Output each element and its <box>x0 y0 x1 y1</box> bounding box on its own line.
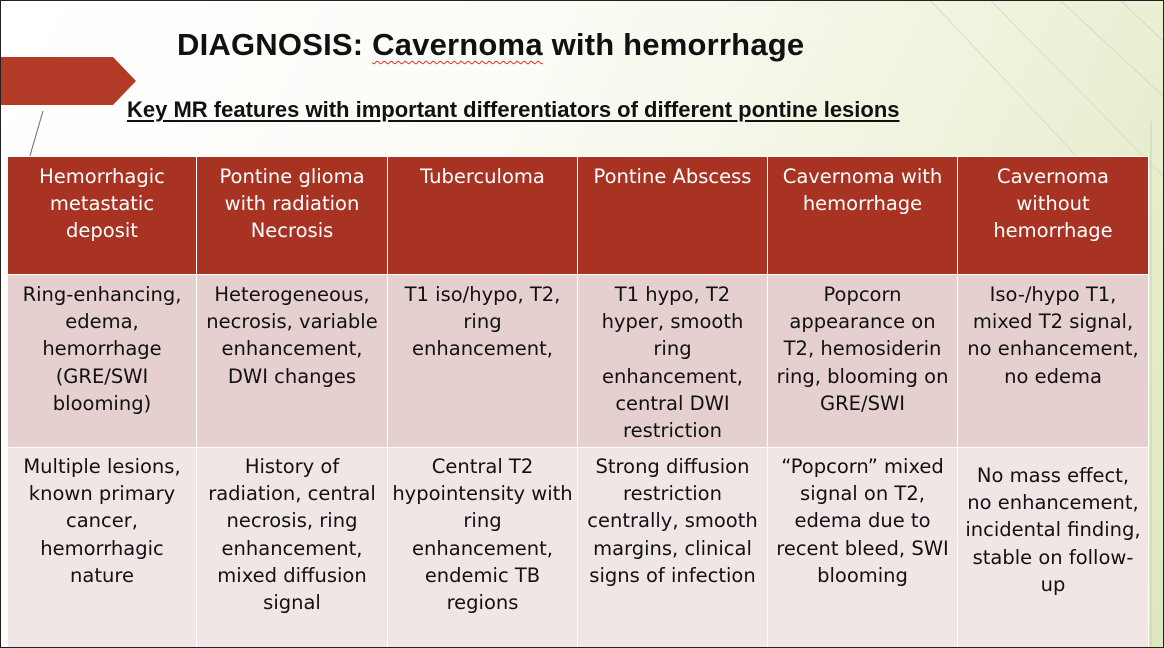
table-cell: Popcorn appearance on T2, hemosiderin ring, blooming on GRE/SWI <box>768 275 958 448</box>
table-cell: Ring-enhancing, edema, hemorrhage (GRE/SWI blooming) <box>8 275 197 448</box>
table-row <box>8 275 1149 448</box>
table-header-row <box>8 157 1149 275</box>
title-highlight: Cavernoma <box>372 27 543 62</box>
table-cell: T1 hypo, T2 hyper, smooth ring enhancement, central DWI restriction <box>578 275 768 448</box>
decor-line <box>1121 1 1163 41</box>
decor-line <box>931 1 1081 161</box>
table-cell: T1 iso/hypo, T2, ring enhancement, <box>388 275 578 448</box>
table-row <box>8 448 1149 648</box>
table-header-cell: Hemorrhagic metastatic deposit <box>8 157 197 275</box>
table-cell: “Popcorn” mixed signal on T2, edema due to recent bleed, SWI blooming <box>768 448 958 648</box>
table-header-cell: Tuberculoma <box>388 157 578 275</box>
title-prefix: DIAGNOSIS: <box>177 27 373 62</box>
arrow-banner <box>1 57 136 105</box>
table-cell: Iso-/hypo T1, mixed T2 signal, no enhancement, no edema <box>958 275 1149 448</box>
decor-line <box>29 111 43 159</box>
slide-subtitle: Key MR features with important differentiators of different pontine lesions <box>127 97 900 122</box>
table-header-cell: Cavernoma without hemorrhage <box>958 157 1149 275</box>
table-header-cell: Pontine glioma with radiation Necrosis <box>197 157 388 275</box>
table-cell: Multiple lesions, known primary cancer, hemorrhagic nature <box>8 448 197 648</box>
table-cell: Heterogeneous, necrosis, variable enhancement, DWI changes <box>197 275 388 448</box>
table-cell: History of radiation, central necrosis, ring enhancement, mixed diffusion signal <box>197 448 388 648</box>
title-suffix: with hemorrhage <box>542 27 805 62</box>
table-cell: Strong diffusion restriction centrally, smooth margins, clinical signs of infection <box>578 448 768 648</box>
table-header-cell: Cavernoma with hemorrhage <box>768 157 958 275</box>
slide-title <box>177 27 804 63</box>
table-cell: Central T2 hypointensity with ring enhancement, endemic TB regions <box>388 448 578 648</box>
table-header-cell: Pontine Abscess <box>578 157 768 275</box>
comparison-table-wrapper <box>7 156 1148 648</box>
comparison-table <box>7 156 1149 648</box>
decor-line <box>1061 1 1163 96</box>
decor-line <box>991 1 1163 176</box>
table-cell: No mass effect, no enhancement, incidental finding, stable on follow-up <box>958 448 1149 648</box>
